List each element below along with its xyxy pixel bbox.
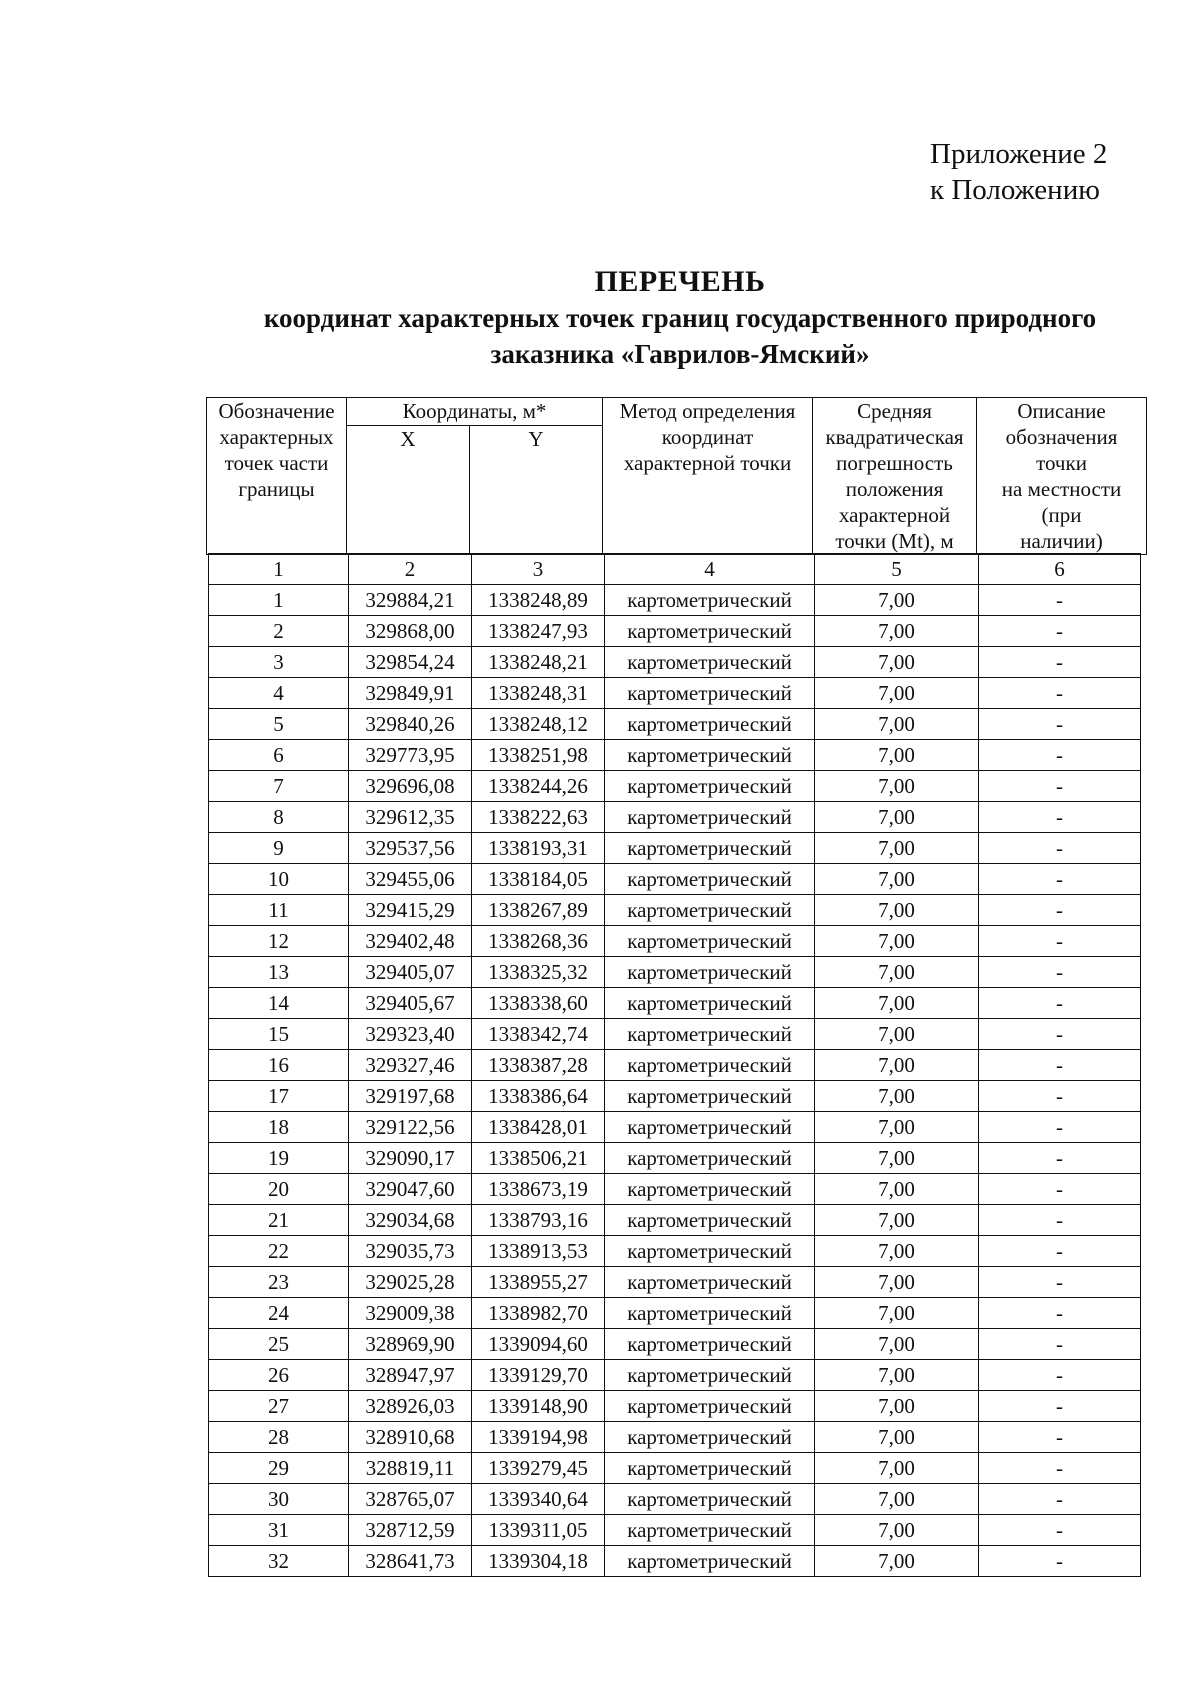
method-cell: картометрический xyxy=(605,1205,815,1236)
description-cell: - xyxy=(979,802,1141,833)
y-cell: 1338268,36 xyxy=(472,926,605,957)
y-cell: 1338248,89 xyxy=(472,585,605,616)
y-cell: 1338338,60 xyxy=(472,988,605,1019)
description-cell: - xyxy=(979,1267,1141,1298)
method-cell: картометрический xyxy=(605,895,815,926)
description-cell: - xyxy=(979,1236,1141,1267)
mt-cell: 7,00 xyxy=(815,709,979,740)
method-cell: картометрический xyxy=(605,709,815,740)
header-error-line: Средняя xyxy=(857,399,932,423)
mt-cell: 7,00 xyxy=(815,1360,979,1391)
point-cell: 4 xyxy=(209,678,349,709)
method-cell: картометрический xyxy=(605,1546,815,1577)
description-cell: - xyxy=(979,1205,1141,1236)
description-cell: - xyxy=(979,833,1141,864)
description-cell: - xyxy=(979,1019,1141,1050)
table-row xyxy=(209,740,1141,771)
description-cell: - xyxy=(979,1050,1141,1081)
y-cell: 1338506,21 xyxy=(472,1143,605,1174)
description-cell: - xyxy=(979,709,1141,740)
description-cell: - xyxy=(979,1174,1141,1205)
table-row xyxy=(209,709,1141,740)
point-cell: 13 xyxy=(209,957,349,988)
header-error xyxy=(813,398,977,555)
method-cell: картометрический xyxy=(605,616,815,647)
mt-cell: 7,00 xyxy=(815,1329,979,1360)
table-row xyxy=(209,1174,1141,1205)
point-cell: 28 xyxy=(209,1422,349,1453)
x-cell: 329327,46 xyxy=(349,1050,472,1081)
description-cell: - xyxy=(979,926,1141,957)
header-error-line: погрешность xyxy=(836,451,953,475)
table-row xyxy=(209,1422,1141,1453)
mt-cell: 7,00 xyxy=(815,1081,979,1112)
mt-cell: 7,00 xyxy=(815,1174,979,1205)
description-cell: - xyxy=(979,1298,1141,1329)
point-cell: 9 xyxy=(209,833,349,864)
y-cell: 1338913,53 xyxy=(472,1236,605,1267)
table-row xyxy=(209,647,1141,678)
point-cell: 17 xyxy=(209,1081,349,1112)
method-cell: картометрический xyxy=(605,1453,815,1484)
point-cell: 16 xyxy=(209,1050,349,1081)
y-cell: 1338982,70 xyxy=(472,1298,605,1329)
description-cell: - xyxy=(979,895,1141,926)
header-method xyxy=(603,398,813,555)
method-cell: картометрический xyxy=(605,1298,815,1329)
column-number-cell: 5 xyxy=(815,554,979,585)
table-row xyxy=(209,1453,1141,1484)
description-cell: - xyxy=(979,1453,1141,1484)
coordinates-table xyxy=(208,553,1141,1577)
y-cell: 1339129,70 xyxy=(472,1360,605,1391)
method-cell: картометрический xyxy=(605,1267,815,1298)
table-row xyxy=(209,895,1141,926)
table-row xyxy=(209,1050,1141,1081)
x-cell: 329455,06 xyxy=(349,864,472,895)
mt-cell: 7,00 xyxy=(815,1453,979,1484)
x-cell: 329122,56 xyxy=(349,1112,472,1143)
table-row xyxy=(209,1391,1141,1422)
y-cell: 1339194,98 xyxy=(472,1422,605,1453)
y-cell: 1338673,19 xyxy=(472,1174,605,1205)
x-cell: 329773,95 xyxy=(349,740,472,771)
header-coordinates: Координаты, м* xyxy=(347,398,603,426)
description-cell: - xyxy=(979,647,1141,678)
description-cell: - xyxy=(979,1484,1141,1515)
table-row xyxy=(209,1112,1141,1143)
method-cell: картометрический xyxy=(605,678,815,709)
x-cell: 328712,59 xyxy=(349,1515,472,1546)
point-cell: 5 xyxy=(209,709,349,740)
x-cell: 328969,90 xyxy=(349,1329,472,1360)
table-row xyxy=(209,1329,1141,1360)
column-number-cell: 2 xyxy=(349,554,472,585)
description-cell: - xyxy=(979,988,1141,1019)
header-x: X xyxy=(347,425,470,554)
mt-cell: 7,00 xyxy=(815,1050,979,1081)
point-cell: 22 xyxy=(209,1236,349,1267)
table-header xyxy=(206,397,1147,555)
y-cell: 1339279,45 xyxy=(472,1453,605,1484)
x-cell: 329854,24 xyxy=(349,647,472,678)
method-cell: картометрический xyxy=(605,771,815,802)
x-cell: 329034,68 xyxy=(349,1205,472,1236)
point-cell: 23 xyxy=(209,1267,349,1298)
mt-cell: 7,00 xyxy=(815,1019,979,1050)
x-cell: 329323,40 xyxy=(349,1019,472,1050)
table-row xyxy=(209,957,1141,988)
y-cell: 1338184,05 xyxy=(472,864,605,895)
x-cell: 329537,56 xyxy=(349,833,472,864)
y-cell: 1338222,63 xyxy=(472,802,605,833)
method-cell: картометрический xyxy=(605,1143,815,1174)
method-cell: картометрический xyxy=(605,1391,815,1422)
x-cell: 329884,21 xyxy=(349,585,472,616)
description-cell: - xyxy=(979,771,1141,802)
y-cell: 1338248,31 xyxy=(472,678,605,709)
table-row xyxy=(209,864,1141,895)
method-cell: картометрический xyxy=(605,926,815,957)
appendix-note xyxy=(930,136,1170,208)
mt-cell: 7,00 xyxy=(815,1422,979,1453)
y-cell: 1338248,12 xyxy=(472,709,605,740)
title-line-3: заказника «Гаврилов-Ямский» xyxy=(490,339,870,369)
mt-cell: 7,00 xyxy=(815,833,979,864)
table-row xyxy=(209,616,1141,647)
y-cell: 1338428,01 xyxy=(472,1112,605,1143)
point-cell: 11 xyxy=(209,895,349,926)
header-description xyxy=(977,398,1147,555)
x-cell: 329849,91 xyxy=(349,678,472,709)
method-cell: картометрический xyxy=(605,740,815,771)
point-cell: 29 xyxy=(209,1453,349,1484)
mt-cell: 7,00 xyxy=(815,1484,979,1515)
table-row xyxy=(209,1360,1141,1391)
point-cell: 18 xyxy=(209,1112,349,1143)
header-description-line: на местности xyxy=(1001,477,1122,501)
table-row xyxy=(209,1236,1141,1267)
mt-cell: 7,00 xyxy=(815,585,979,616)
method-cell: картометрический xyxy=(605,1019,815,1050)
header-y: Y xyxy=(470,425,603,554)
y-cell: 1338244,26 xyxy=(472,771,605,802)
mt-cell: 7,00 xyxy=(815,740,979,771)
method-cell: картометрический xyxy=(605,833,815,864)
mt-cell: 7,00 xyxy=(815,1205,979,1236)
description-cell: - xyxy=(979,616,1141,647)
description-cell: - xyxy=(979,1422,1141,1453)
mt-cell: 7,00 xyxy=(815,957,979,988)
x-cell: 328765,07 xyxy=(349,1484,472,1515)
mt-cell: 7,00 xyxy=(815,1546,979,1577)
description-cell: - xyxy=(979,1143,1141,1174)
mt-cell: 7,00 xyxy=(815,771,979,802)
method-cell: картометрический xyxy=(605,1112,815,1143)
appendix-line-1: Приложение 2 xyxy=(930,138,1108,170)
header-error-line: точки (Mt), м xyxy=(835,529,954,553)
x-cell: 329009,38 xyxy=(349,1298,472,1329)
y-cell: 1339311,05 xyxy=(472,1515,605,1546)
header-error-line: характерной xyxy=(838,503,951,527)
point-cell: 21 xyxy=(209,1205,349,1236)
y-cell: 1338386,64 xyxy=(472,1081,605,1112)
table-row xyxy=(209,926,1141,957)
method-cell: картометрический xyxy=(605,1515,815,1546)
point-cell: 19 xyxy=(209,1143,349,1174)
column-number-cell: 3 xyxy=(472,554,605,585)
y-cell: 1338342,74 xyxy=(472,1019,605,1050)
x-cell: 329090,17 xyxy=(349,1143,472,1174)
x-cell: 329402,48 xyxy=(349,926,472,957)
x-cell: 329047,60 xyxy=(349,1174,472,1205)
method-cell: картометрический xyxy=(605,1050,815,1081)
header-method-line: координат xyxy=(661,425,754,449)
y-cell: 1339094,60 xyxy=(472,1329,605,1360)
coordinates-table-body xyxy=(209,554,1141,1577)
y-cell: 1338193,31 xyxy=(472,833,605,864)
point-cell: 15 xyxy=(209,1019,349,1050)
mt-cell: 7,00 xyxy=(815,864,979,895)
header-point-line: Обозначение xyxy=(218,399,335,423)
x-cell: 328641,73 xyxy=(349,1546,472,1577)
y-cell: 1339340,64 xyxy=(472,1484,605,1515)
header-method-line: Метод определения xyxy=(619,399,796,423)
y-cell: 1338251,98 xyxy=(472,740,605,771)
method-cell: картометрический xyxy=(605,1329,815,1360)
table-row xyxy=(209,1267,1141,1298)
x-cell: 329840,26 xyxy=(349,709,472,740)
method-cell: картометрический xyxy=(605,957,815,988)
method-cell: картометрический xyxy=(605,1360,815,1391)
header-point-line: точек части xyxy=(224,451,329,475)
mt-cell: 7,00 xyxy=(815,1143,979,1174)
y-cell: 1339148,90 xyxy=(472,1391,605,1422)
y-cell: 1339304,18 xyxy=(472,1546,605,1577)
mt-cell: 7,00 xyxy=(815,1298,979,1329)
point-cell: 20 xyxy=(209,1174,349,1205)
mt-cell: 7,00 xyxy=(815,802,979,833)
y-cell: 1338955,27 xyxy=(472,1267,605,1298)
description-cell: - xyxy=(979,585,1141,616)
method-cell: картометрический xyxy=(605,647,815,678)
method-cell: картометрический xyxy=(605,1081,815,1112)
column-number-cell: 1 xyxy=(209,554,349,585)
header-point xyxy=(207,398,347,555)
x-cell: 329405,67 xyxy=(349,988,472,1019)
y-cell: 1338247,93 xyxy=(472,616,605,647)
method-cell: картометрический xyxy=(605,988,815,1019)
point-cell: 2 xyxy=(209,616,349,647)
mt-cell: 7,00 xyxy=(815,1112,979,1143)
mt-cell: 7,00 xyxy=(815,895,979,926)
x-cell: 329868,00 xyxy=(349,616,472,647)
column-number-cell: 4 xyxy=(605,554,815,585)
point-cell: 30 xyxy=(209,1484,349,1515)
point-cell: 32 xyxy=(209,1546,349,1577)
point-cell: 24 xyxy=(209,1298,349,1329)
point-cell: 1 xyxy=(209,585,349,616)
point-cell: 8 xyxy=(209,802,349,833)
header-error-line: положения xyxy=(845,477,944,501)
point-cell: 31 xyxy=(209,1515,349,1546)
description-cell: - xyxy=(979,1360,1141,1391)
description-cell: - xyxy=(979,1329,1141,1360)
x-cell: 329025,28 xyxy=(349,1267,472,1298)
point-cell: 26 xyxy=(209,1360,349,1391)
x-cell: 329405,07 xyxy=(349,957,472,988)
description-cell: - xyxy=(979,740,1141,771)
x-cell: 328819,11 xyxy=(349,1453,472,1484)
mt-cell: 7,00 xyxy=(815,1236,979,1267)
header-point-line: границы xyxy=(238,477,315,501)
table-row xyxy=(209,678,1141,709)
mt-cell: 7,00 xyxy=(815,1267,979,1298)
method-cell: картометрический xyxy=(605,1236,815,1267)
header-description-line: наличии) xyxy=(1020,529,1103,553)
mt-cell: 7,00 xyxy=(815,1391,979,1422)
table-row xyxy=(209,1484,1141,1515)
method-cell: картометрический xyxy=(605,1174,815,1205)
point-cell: 12 xyxy=(209,926,349,957)
table-row xyxy=(209,1081,1141,1112)
x-cell: 329035,73 xyxy=(349,1236,472,1267)
header-description-line: точки xyxy=(1036,451,1087,475)
title-main: ПЕРЕЧЕНЬ xyxy=(594,265,766,298)
table-row xyxy=(209,1515,1141,1546)
table-row xyxy=(209,1205,1141,1236)
description-cell: - xyxy=(979,1391,1141,1422)
description-cell: - xyxy=(979,1546,1141,1577)
header-method-line: характерной точки xyxy=(623,451,792,475)
x-cell: 328910,68 xyxy=(349,1422,472,1453)
method-cell: картометрический xyxy=(605,1422,815,1453)
point-cell: 3 xyxy=(209,647,349,678)
x-cell: 329415,29 xyxy=(349,895,472,926)
description-cell: - xyxy=(979,1081,1141,1112)
table-row xyxy=(209,833,1141,864)
x-cell: 328926,03 xyxy=(349,1391,472,1422)
point-cell: 6 xyxy=(209,740,349,771)
table-row xyxy=(209,1019,1141,1050)
header-description-line: обозначения xyxy=(1005,425,1118,449)
point-cell: 25 xyxy=(209,1329,349,1360)
table-row xyxy=(209,585,1141,616)
appendix-line-2: к Положению xyxy=(930,174,1100,206)
description-cell: - xyxy=(979,678,1141,709)
mt-cell: 7,00 xyxy=(815,678,979,709)
document-title xyxy=(150,264,1200,372)
y-cell: 1338793,16 xyxy=(472,1205,605,1236)
title-line-2: координат характерных точек границ государственного природного xyxy=(263,303,1097,333)
table-row xyxy=(209,1143,1141,1174)
table-row xyxy=(209,771,1141,802)
mt-cell: 7,00 xyxy=(815,616,979,647)
point-cell: 10 xyxy=(209,864,349,895)
header-error-line: квадратическая xyxy=(825,425,964,449)
method-cell: картометрический xyxy=(605,802,815,833)
x-cell: 329696,08 xyxy=(349,771,472,802)
column-number-row xyxy=(209,554,1141,585)
column-number-cell: 6 xyxy=(979,554,1141,585)
table-row xyxy=(209,988,1141,1019)
y-cell: 1338267,89 xyxy=(472,895,605,926)
header-point-line: характерных xyxy=(219,425,334,449)
method-cell: картометрический xyxy=(605,1484,815,1515)
method-cell: картометрический xyxy=(605,585,815,616)
point-cell: 14 xyxy=(209,988,349,1019)
mt-cell: 7,00 xyxy=(815,926,979,957)
point-cell: 27 xyxy=(209,1391,349,1422)
table-row xyxy=(209,1298,1141,1329)
method-cell: картометрический xyxy=(605,864,815,895)
description-cell: - xyxy=(979,1112,1141,1143)
table-row xyxy=(209,1546,1141,1577)
y-cell: 1338387,28 xyxy=(472,1050,605,1081)
mt-cell: 7,00 xyxy=(815,988,979,1019)
y-cell: 1338248,21 xyxy=(472,647,605,678)
description-cell: - xyxy=(979,1515,1141,1546)
x-cell: 328947,97 xyxy=(349,1360,472,1391)
header-description-line: Описание xyxy=(1017,399,1106,423)
description-cell: - xyxy=(979,957,1141,988)
x-cell: 329197,68 xyxy=(349,1081,472,1112)
table-row xyxy=(209,802,1141,833)
header-description-line: (при xyxy=(1041,503,1082,527)
description-cell: - xyxy=(979,864,1141,895)
point-cell: 7 xyxy=(209,771,349,802)
x-cell: 329612,35 xyxy=(349,802,472,833)
mt-cell: 7,00 xyxy=(815,647,979,678)
y-cell: 1338325,32 xyxy=(472,957,605,988)
mt-cell: 7,00 xyxy=(815,1515,979,1546)
